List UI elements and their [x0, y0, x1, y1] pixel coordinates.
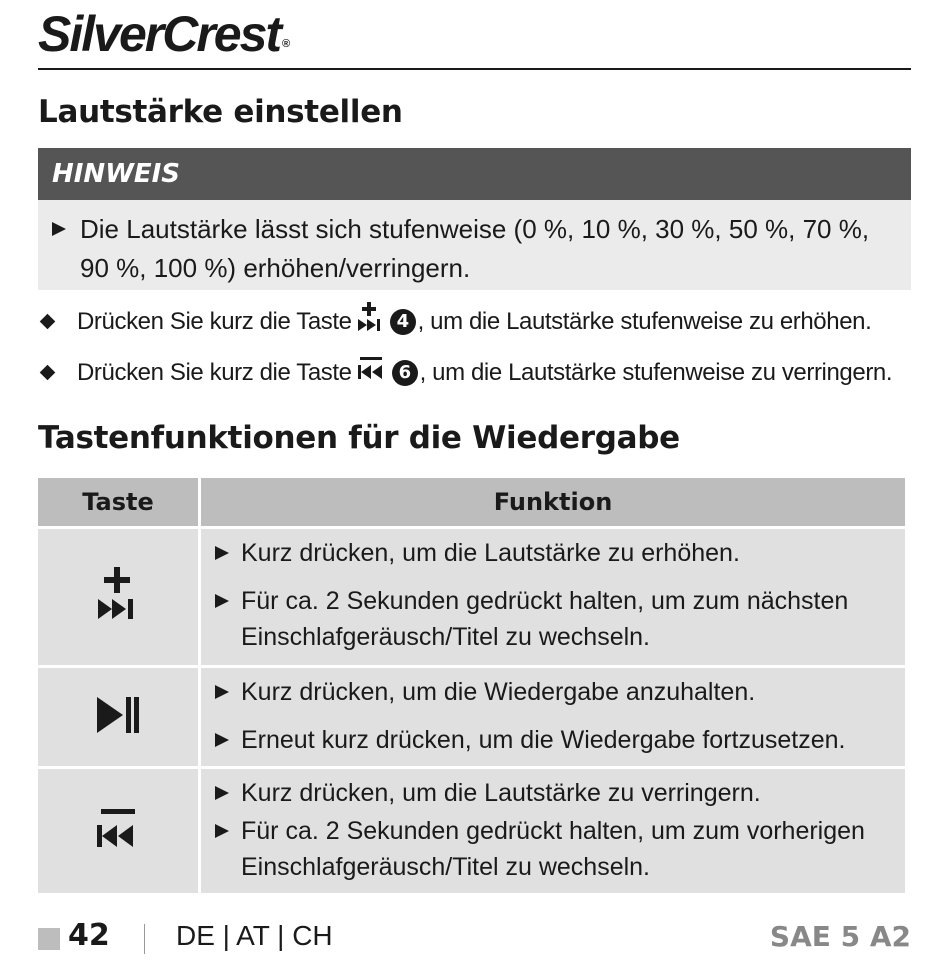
- step-text: Drücken Sie kurz die Taste: [77, 358, 352, 386]
- note-body: [38, 200, 911, 290]
- diamond-bullet-icon: [40, 314, 56, 330]
- brand-logo: SilverCrest ®: [38, 6, 291, 62]
- minus-skip-back-icon: [356, 356, 386, 389]
- step-volume-down: [38, 356, 918, 389]
- arrow-bullet-icon: [215, 685, 229, 699]
- section-heading-volume: Lautstärke einstellen: [38, 94, 403, 130]
- callout-number: 6: [392, 360, 418, 386]
- table-row: [38, 529, 905, 665]
- arrow-bullet-icon: [215, 786, 229, 800]
- column-header-key: Taste: [38, 478, 198, 526]
- callout-number: 4: [390, 309, 416, 335]
- step-text: Drücken Sie kurz die Taste: [77, 307, 352, 335]
- list-item: Kurz drücken, um die Lautstärke zu verringern.: [215, 775, 895, 811]
- list-item: Für ca. 2 Sekunden gedrückt halten, um zum nächsten Einschlafgeräusch/Titel zu wechseln.: [215, 583, 895, 655]
- arrow-bullet-icon: [52, 222, 66, 236]
- minus-skip-back-icon: [95, 838, 141, 855]
- step-text: , um die Lautstärke stufenweise zu erhöhen.: [417, 307, 872, 335]
- step-volume-up: [38, 302, 918, 341]
- table-row: [38, 668, 905, 766]
- note-text: Die Lautstärke lässt sich stufenweise (0 %, 10 %, 30 %, 50 %, 70 %, 90 %, 100 %) erhöhen/verringern.: [80, 214, 870, 283]
- country-codes: DE | AT | CH: [176, 920, 333, 951]
- column-header-function: Funktion: [201, 478, 905, 526]
- note-header: HINWEIS: [38, 148, 911, 200]
- plus-skip-forward-icon: [356, 302, 384, 341]
- list-item: Für ca. 2 Sekunden gedrückt halten, um zum vorherigen Einschlafgeräusch/Titel zu wechseln.: [215, 813, 895, 885]
- page-marker: [38, 928, 60, 950]
- function-cell: [201, 668, 905, 766]
- page-footer: [38, 914, 911, 960]
- step-text: , um die Lautstärke stufenweise zu verringern.: [419, 358, 893, 386]
- page-number: 42: [68, 918, 110, 953]
- function-cell: [201, 769, 905, 893]
- diamond-bullet-icon: [40, 365, 56, 381]
- key-cell: [38, 668, 198, 766]
- list-item: Kurz drücken, um die Wiedergabe anzuhalten.: [215, 674, 895, 710]
- model-number: SAE 5 A2: [769, 920, 911, 953]
- arrow-bullet-icon: [215, 733, 229, 747]
- list-item: Kurz drücken, um die Lautstärke zu erhöhen.: [215, 535, 895, 571]
- arrow-bullet-icon: [215, 824, 229, 838]
- section-heading-buttons: Tastenfunktionen für die Wiedergabe: [38, 420, 680, 456]
- key-cell: [38, 769, 198, 893]
- arrow-bullet-icon: [215, 546, 229, 560]
- play-pause-icon: [95, 722, 141, 739]
- button-functions-table: [35, 475, 908, 896]
- header-rule: [38, 68, 911, 70]
- function-cell: [201, 529, 905, 665]
- registered-mark: ®: [282, 38, 291, 50]
- plus-skip-forward-icon: [96, 612, 140, 629]
- table-row: [38, 769, 905, 893]
- footer-divider: [144, 924, 145, 954]
- list-item: Erneut kurz drücken, um die Wiedergabe fortzusetzen.: [215, 722, 895, 758]
- key-cell: [38, 529, 198, 665]
- arrow-bullet-icon: [215, 594, 229, 608]
